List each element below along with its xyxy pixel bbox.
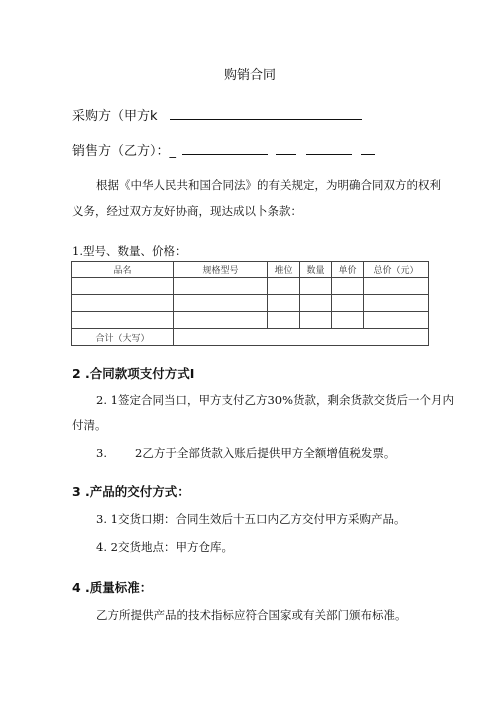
goods-table: [71, 261, 429, 346]
seller-blank-4[interactable]: [361, 142, 375, 155]
buyer-label: 采购方（甲方k: [72, 109, 158, 124]
seller-label: 销售方（乙方）：_: [72, 144, 177, 159]
table-cell[interactable]: [268, 295, 300, 312]
buyer-blank[interactable]: [170, 107, 362, 120]
delivery-item-1: 3. 1交货口期：合同生效后十五口内乙方交付甲方采购产品。: [96, 512, 406, 526]
payment-item-1-line-2: 付清。: [72, 418, 107, 432]
table-cell[interactable]: [268, 312, 300, 329]
table-cell[interactable]: [174, 295, 268, 312]
seller-blank-2[interactable]: [276, 142, 296, 155]
document-title: 购销合同: [223, 68, 276, 83]
table-cell[interactable]: [300, 295, 332, 312]
header-quantity: 数量: [300, 262, 332, 278]
buyer-line: [72, 105, 362, 124]
header-total-price: 总价（元）: [364, 262, 429, 278]
payment-item-1-line-1: 2. 1签定合同当口，甲方支付乙方30%货款，剩余货款交货后一个月内: [96, 393, 455, 407]
table-cell[interactable]: [364, 278, 429, 295]
payment-item-2-number: 3.: [96, 446, 107, 460]
section-3-heading: 3 .产品的交付方式：: [72, 484, 190, 499]
table-cell[interactable]: [332, 278, 364, 295]
intro-line-1: 根据《中华人民共和国合同法》的有关规定，为明确合同双方的权利: [96, 178, 441, 192]
table-header-row: [72, 262, 429, 278]
seller-blank-1[interactable]: [182, 142, 268, 155]
table-row: [72, 278, 429, 295]
quality-text: 乙方所提供产品的技术指标应符合国家或有关部门颁布标准。: [96, 608, 407, 622]
section-1-heading: 1.型号、数量、价格：: [72, 244, 187, 258]
table-cell[interactable]: [72, 295, 174, 312]
table-cell[interactable]: [72, 312, 174, 329]
total-label: 合计（大写）: [72, 329, 174, 346]
delivery-item-2: 4. 2交货地点：甲方仓库。: [96, 540, 233, 554]
table-cell[interactable]: [332, 312, 364, 329]
table-cell[interactable]: [174, 278, 268, 295]
seller-blank-3[interactable]: [306, 142, 352, 155]
section-4-heading: 4 .质量标准：: [72, 580, 153, 595]
header-product-name: 品名: [72, 262, 174, 278]
table-cell[interactable]: [174, 312, 268, 329]
payment-item-2-text: 2乙方于全部货款入账后提供甲方全额增值税发票。: [135, 446, 396, 460]
header-stack-position: 堆位: [268, 262, 300, 278]
table-row: [72, 295, 429, 312]
section-2-heading: 2 .合同款项支付方式I: [72, 366, 195, 381]
total-amount-cell[interactable]: [174, 329, 429, 346]
header-unit-price: 单价: [332, 262, 364, 278]
table-cell[interactable]: [300, 312, 332, 329]
intro-line-2: 义务，经过双方友好协商，现达成以卜条款：: [72, 204, 302, 218]
table-total-row: [72, 329, 429, 346]
table-cell[interactable]: [300, 278, 332, 295]
table-cell[interactable]: [332, 295, 364, 312]
table-cell[interactable]: [72, 278, 174, 295]
table-cell[interactable]: [364, 312, 429, 329]
header-spec-model: 规格型号: [174, 262, 268, 278]
table-row: [72, 312, 429, 329]
seller-line: [72, 140, 375, 159]
table-cell[interactable]: [268, 278, 300, 295]
table-cell[interactable]: [364, 295, 429, 312]
